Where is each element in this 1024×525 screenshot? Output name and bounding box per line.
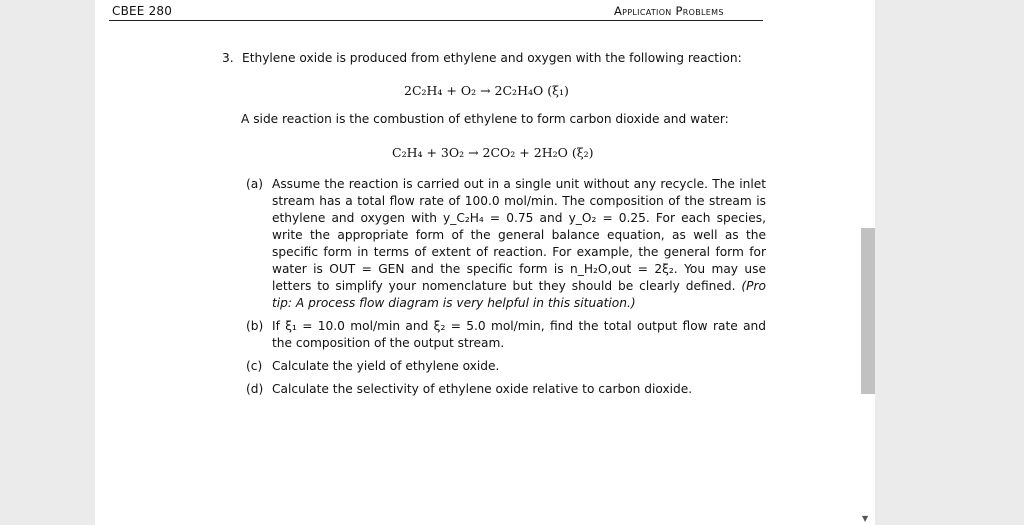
part-b-text: If ξ₁ = 10.0 mol/min and ξ₂ = 5.0 mol/min, find the total output flow rate and the composition of the output stream.	[272, 319, 766, 350]
side-reaction-intro: A side reaction is the combustion of ethylene to form carbon dioxide and water:	[241, 112, 729, 126]
part-c	[246, 358, 766, 375]
part-a-label: (a)	[246, 177, 263, 191]
part-a-text: Assume the reaction is carried out in a single unit without any recycle. The inlet stream has a total flow rate of 100.0 mol/min. The composition of the stream is ethylene and oxygen with y_C₂H₄ = 0.75 and y_O₂ = 0.25. For each species, write the appropriate form of the general balance equation, as well as the specific form in terms of extent of reaction. For example, the general form for water is OUT = GEN and the specific form is n_H₂O,out = 2ξ₂. You may use letters to simplify your nomenclature but they should be clearly defined.	[272, 177, 766, 293]
part-a	[246, 176, 766, 312]
course-code: CBEE 280	[112, 4, 173, 18]
header-rule	[109, 20, 763, 21]
problem-number: 3.	[222, 51, 234, 65]
part-c-text: Calculate the yield of ethylene oxide.	[272, 359, 500, 373]
part-a-tip: (Pro tip: A process flow diagram is very helpful in this situation.)	[272, 279, 766, 310]
side-reaction-equation: C₂H₄ + 3O₂ → 2CO₂ + 2H₂O (ξ₂)	[392, 145, 594, 160]
problem-intro: Ethylene oxide is produced from ethylene and oxygen with the following reaction:	[242, 51, 742, 65]
part-b-label: (b)	[246, 319, 264, 333]
scroll-down-arrow-icon[interactable]: ▼	[862, 514, 869, 523]
part-c-label: (c)	[246, 359, 263, 373]
part-d-label: (d)	[246, 382, 264, 396]
main-reaction-equation: 2C₂H₄ + O₂ → 2C₂H₄O (ξ₁)	[404, 83, 569, 98]
scrollbar-thumb[interactable]	[861, 228, 875, 394]
section-title: Application Problems	[614, 4, 724, 18]
part-b	[246, 318, 766, 352]
part-d	[246, 381, 766, 398]
part-d-text: Calculate the selectivity of ethylene oxide relative to carbon dioxide.	[272, 382, 693, 396]
